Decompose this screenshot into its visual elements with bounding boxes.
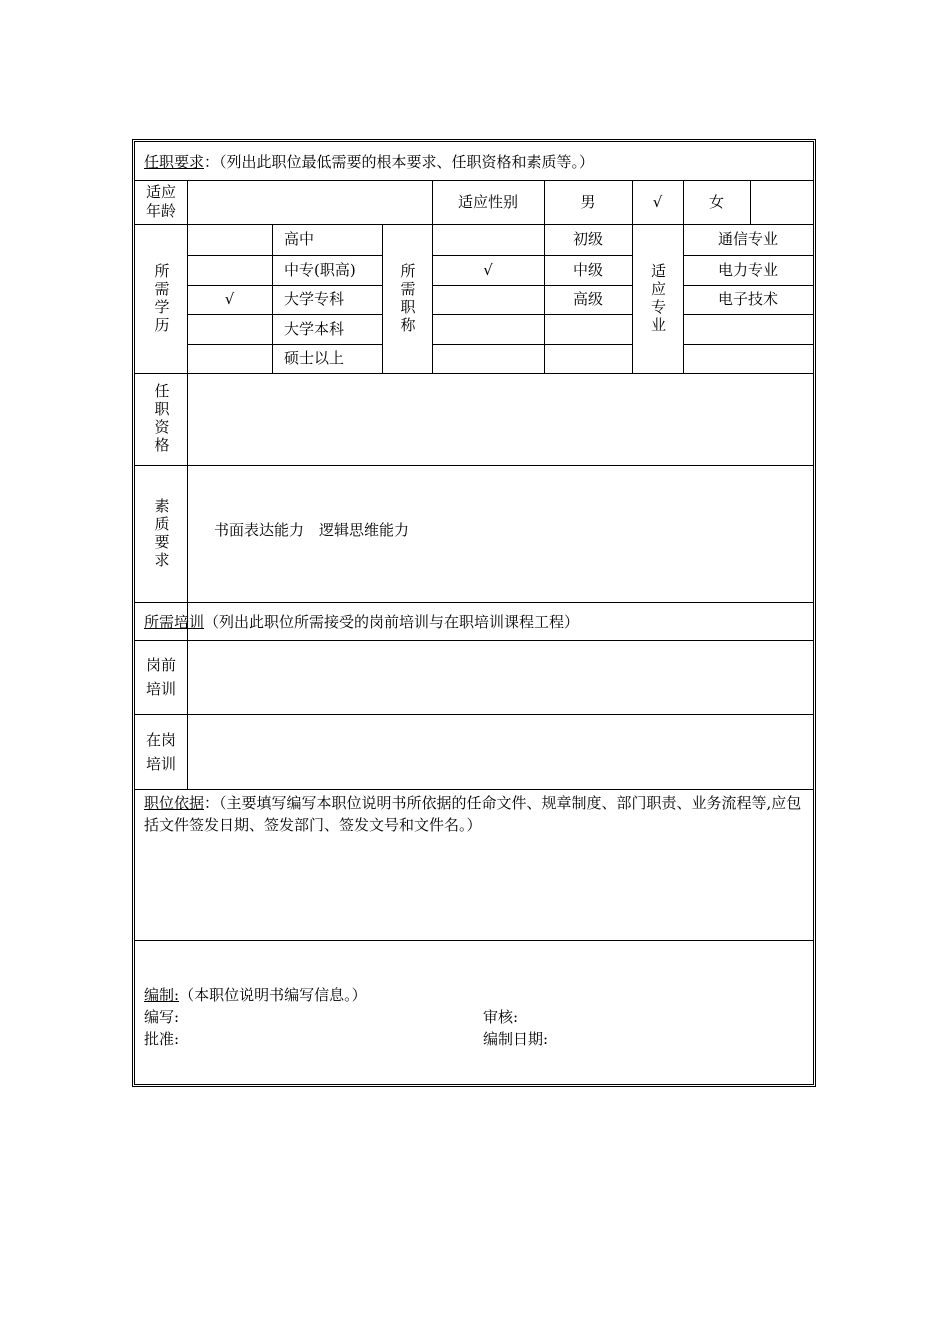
job-requirements-form — [132, 139, 816, 1087]
requirements-note: ：（列出此职位最低需要的根本要求、任职资格和素质等。） — [204, 153, 595, 171]
major-communication: 通信专业 — [717, 230, 778, 248]
education-option-master: 硕士以上 — [284, 349, 345, 367]
onjob-training-label: 在岗 培训 — [145, 730, 176, 773]
education-mark-vocational[interactable] — [187, 255, 272, 285]
reviewer-label: 审核: — [483, 1008, 519, 1026]
training-title: 所需培训 — [144, 613, 205, 631]
training-header — [144, 611, 804, 633]
pre-training-label: 岗前 培训 — [145, 656, 176, 698]
education-option-bachelor: 大学本科 — [284, 319, 345, 338]
major-label: 适应专业 — [649, 262, 667, 335]
onjob-training-value[interactable] — [187, 714, 813, 789]
title-rank-option-blank-1 — [544, 314, 632, 344]
major-blank-2[interactable] — [683, 344, 813, 373]
education-mark-college[interactable]: √ — [224, 290, 235, 308]
requirements-header — [144, 151, 804, 173]
age-label: 适应 年龄 — [145, 183, 176, 220]
gender-label: 适应性别 — [457, 192, 518, 211]
approver-label: 批准: — [144, 1030, 180, 1048]
title-rank-option-senior: 高级 — [572, 290, 603, 308]
title-rank-option-blank-2 — [544, 344, 632, 373]
male-label: 男 — [580, 192, 596, 211]
female-label: 女 — [708, 192, 724, 211]
compile-title: 编制: — [144, 986, 180, 1004]
pre-training-value[interactable] — [187, 640, 813, 714]
title-rank-mark-senior[interactable] — [432, 285, 544, 314]
training-note: （列出此职位所需接受的岗前培训与在职培训课程工程） — [204, 613, 580, 631]
writer-label: 编写: — [144, 1008, 180, 1026]
requirements-title: 任职要求 — [144, 153, 205, 171]
education-mark-high-school[interactable] — [187, 224, 272, 255]
age-value[interactable] — [187, 180, 432, 224]
education-option-vocational: 中专(职高) — [284, 260, 356, 279]
compile-note: （本职位说明书编写信息。） — [179, 986, 367, 1004]
basis-section — [144, 792, 810, 836]
basis-title: 职位依据 — [144, 794, 205, 812]
title-rank-mark-middle[interactable]: √ — [483, 260, 493, 279]
major-electric-power: 电力专业 — [717, 260, 778, 279]
major-blank-1[interactable] — [683, 314, 813, 344]
quality-value[interactable]: 书面表达能力 逻辑思维能力 — [214, 521, 410, 539]
qualification-label: 任职资格 — [152, 383, 171, 455]
education-label: 所需学历 — [152, 262, 171, 335]
compile-header — [144, 984, 804, 1006]
basis-note: ：（主要填写编写本职位说明书所依据的任命文件、规章制度、部门职责、业务流程等,应包括文件签发日期、签发部门、签发文号和文件名。） — [144, 794, 802, 834]
title-rank-option-middle: 中级 — [572, 260, 603, 279]
quality-label: 素质要求 — [152, 497, 171, 570]
title-rank-mark-blank-1[interactable] — [432, 314, 544, 344]
education-option-high-school: 高中 — [284, 230, 315, 248]
female-checkmark[interactable] — [750, 180, 813, 224]
title-rank-label: 所需职称 — [398, 262, 417, 335]
qualification-value[interactable] — [187, 373, 813, 465]
compile-date-label: 编制日期: — [483, 1030, 549, 1048]
education-option-college: 大学专科 — [284, 290, 345, 308]
title-rank-option-junior: 初级 — [572, 230, 603, 248]
major-electronics: 电子技术 — [717, 290, 778, 308]
education-mark-bachelor[interactable] — [187, 314, 272, 344]
title-rank-mark-blank-2[interactable] — [432, 344, 544, 373]
education-mark-master[interactable] — [187, 344, 272, 373]
title-rank-mark-junior[interactable] — [432, 224, 544, 255]
male-checkmark[interactable]: √ — [652, 192, 663, 211]
